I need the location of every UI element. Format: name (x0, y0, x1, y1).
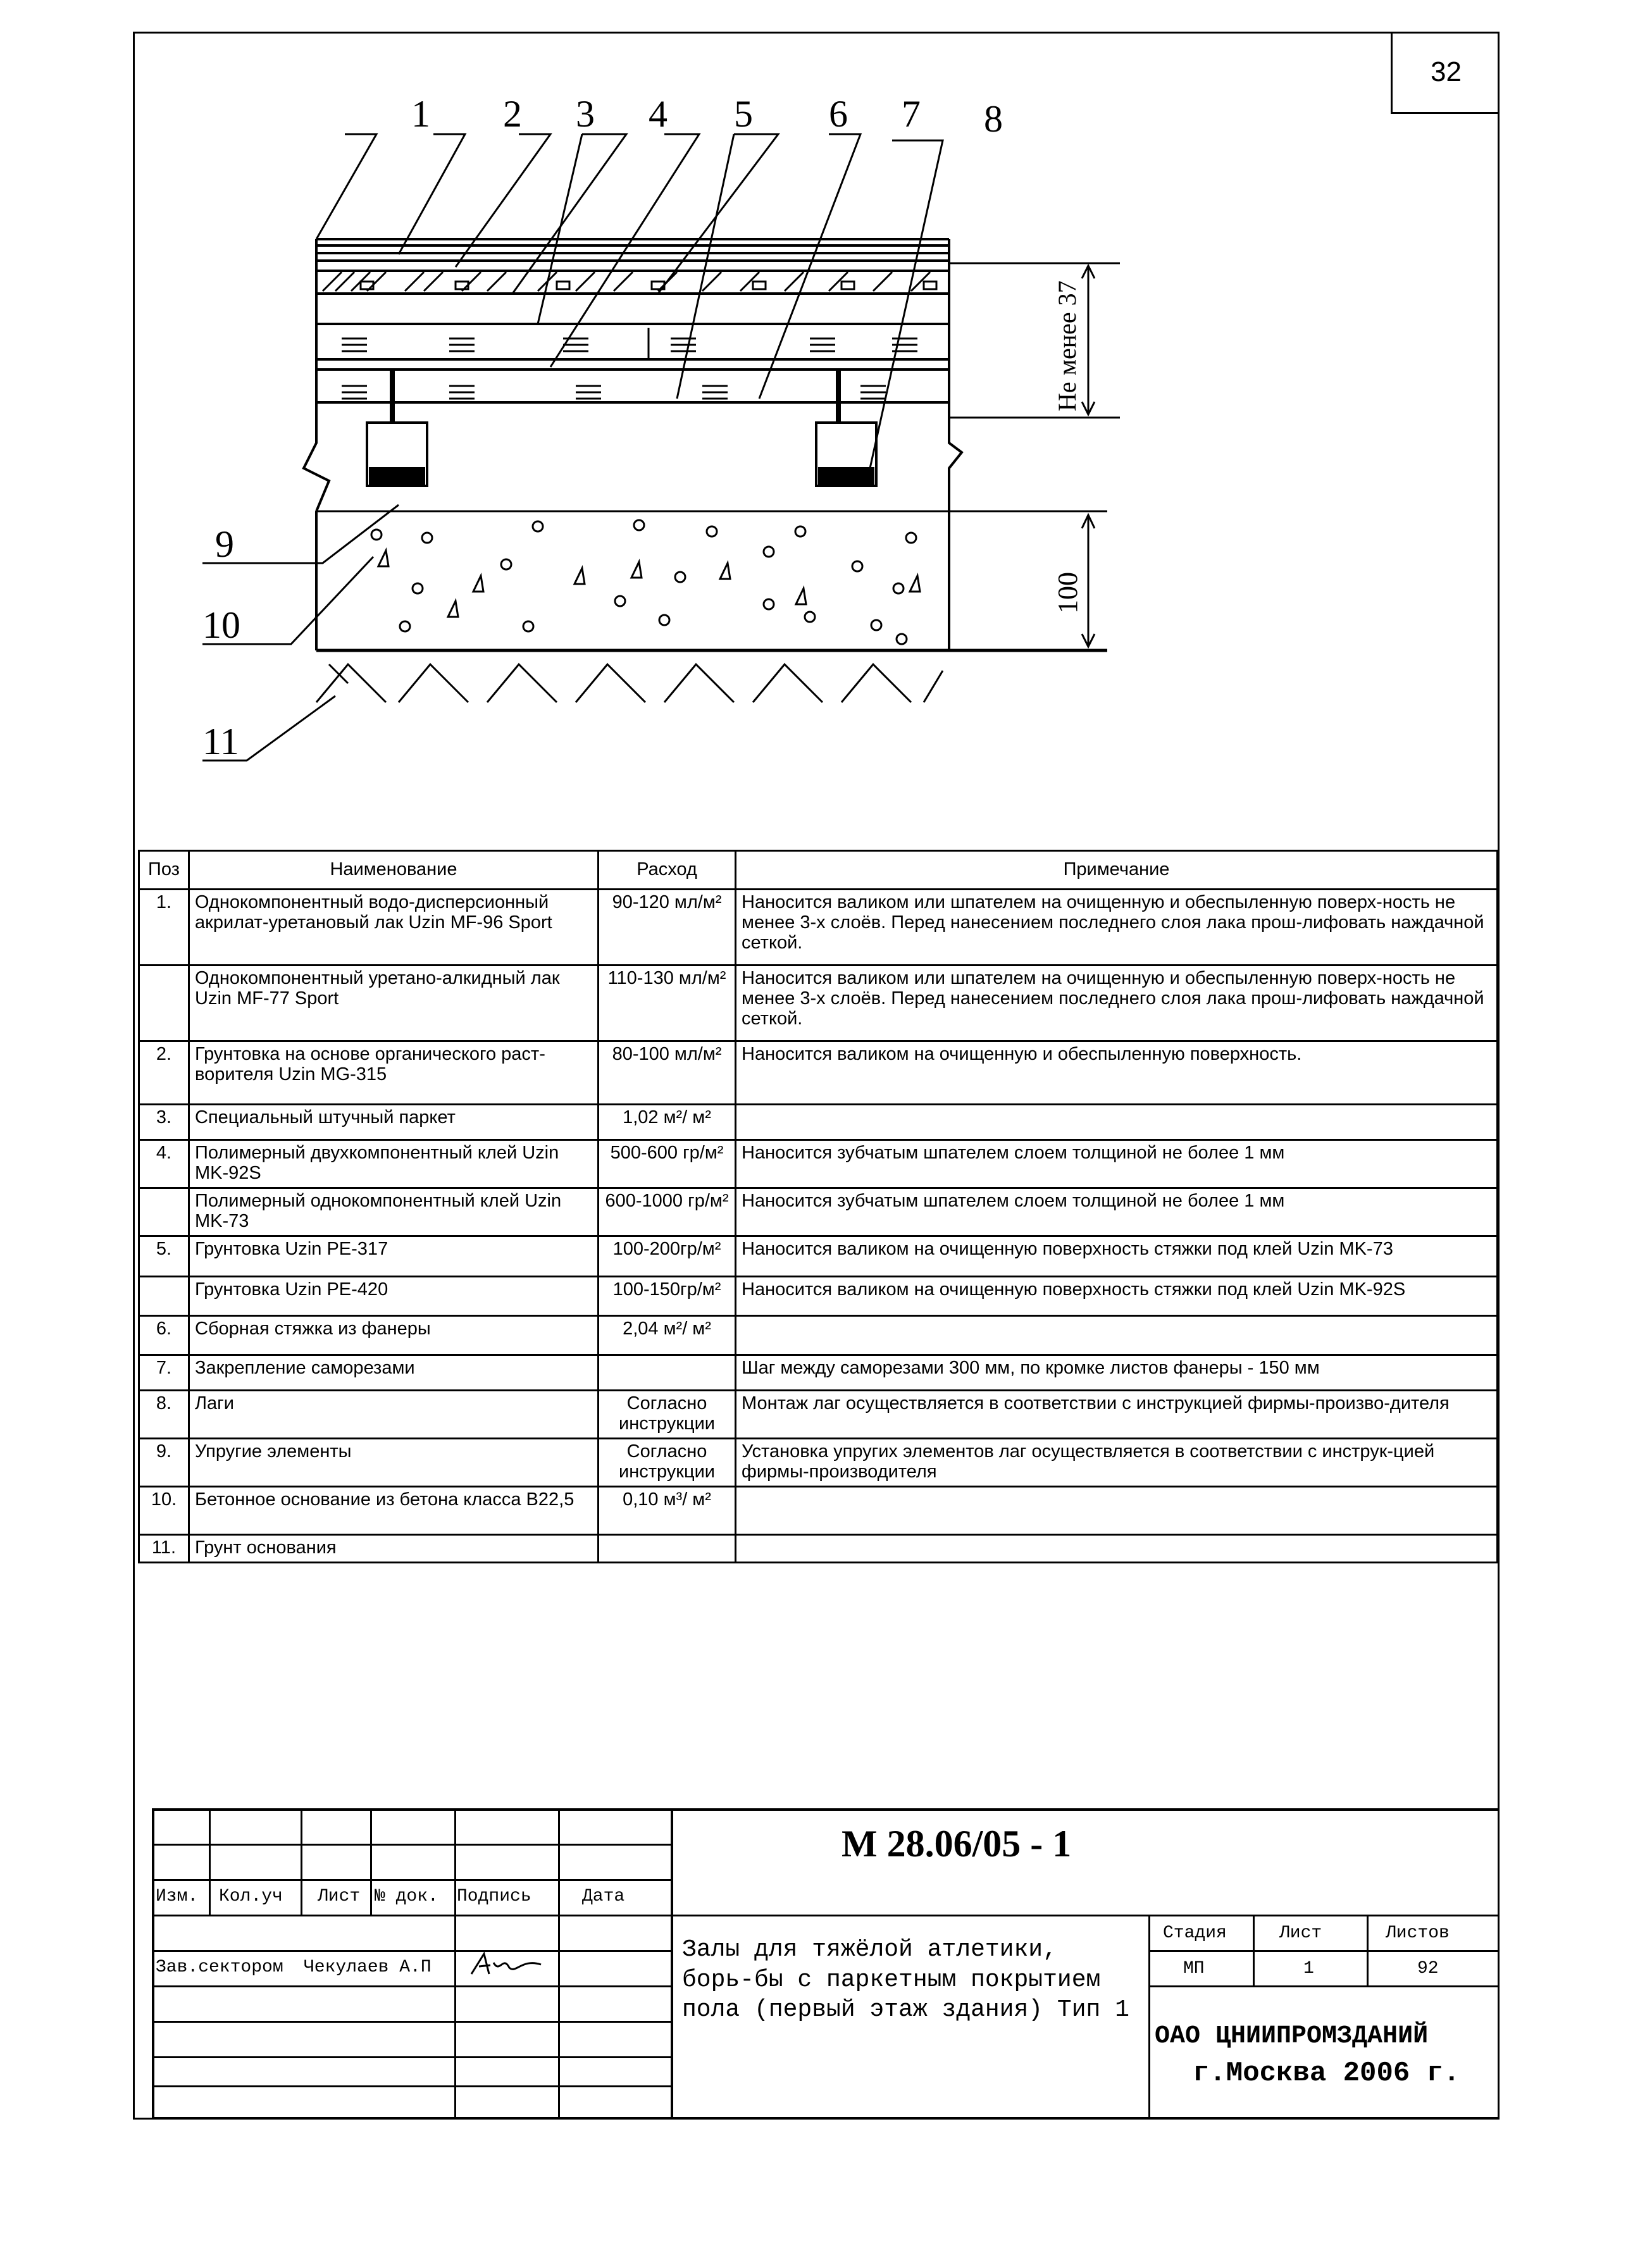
table-row: 6. Сборная стяжка из фанеры 2,04 м²/ м² (139, 1316, 1498, 1355)
header-rate: Расход (599, 851, 736, 890)
stamp-col-sign: Подпись (457, 1887, 531, 1906)
header-pos: Поз (139, 851, 189, 890)
page-number: 32 (1391, 32, 1500, 114)
sheets-label: Листов (1386, 1923, 1450, 1943)
stamp-role: Зав.сектором (156, 1958, 283, 1977)
callout-1: 1 (411, 93, 430, 135)
callout-9: 9 (215, 523, 234, 565)
header-name: Наименование (189, 851, 599, 890)
header-note: Примечание (736, 851, 1498, 890)
table-row: 7. Закрепление саморезами Шаг между саморезами 300 мм, по кромке листов фанеры - 150 мм (139, 1355, 1498, 1391)
stamp-col-date: Дата (582, 1887, 625, 1906)
table-row: 2. Грунтовка на основе органического раст-ворителя Uzin MG-315 80-100 мл/м² Наносится валиком на очищенную и обеспыленную поверхность. (139, 1041, 1498, 1105)
sheets-value: 92 (1417, 1959, 1439, 1978)
table-row: 10. Бетонное основание из бетона класса В22,5 0,10 м³/ м² (139, 1487, 1498, 1535)
callout-6: 6 (829, 93, 848, 135)
stage-label: Стадия (1163, 1923, 1227, 1943)
specification-table (138, 850, 1498, 1603)
stamp-person: Чекулаев А.П (304, 1958, 432, 1977)
stamp-col-kol: Кол.уч (219, 1887, 283, 1906)
callout-10: 10 (202, 604, 240, 646)
document-code: М 28.06/05 - 1 (842, 1823, 1072, 1865)
stamp-col-list: Лист (318, 1887, 361, 1906)
callout-4: 4 (649, 93, 668, 135)
callout-8: 8 (984, 98, 1003, 140)
signature (465, 1949, 547, 1980)
table-row: 5. Грунтовка Uzin PE-317 100-200гр/м² Наносится валиком на очищенную поверхность стяжки под клей Uzin MK-73 (139, 1236, 1498, 1277)
sheet-value: 1 (1303, 1959, 1314, 1978)
stamp-col-doc: № док. (375, 1887, 438, 1906)
organization-name: ОАО ЦНИИПРОМЗДАНИЙ (1155, 2022, 1429, 2051)
table-row: 9. Упругие элементы Согласно инструкции Установка упругих элементов лаг осуществляется в соответствии с инструк-цией фирмы-производителя (139, 1439, 1498, 1487)
stamp-col-izm: Изм. (156, 1887, 199, 1906)
floor-section-drawing (133, 32, 1158, 778)
city-year: г.Москва 2006 г. (1193, 2058, 1460, 2089)
table-row: 8. Лаги Согласно инструкции Монтаж лаг осуществляется в соответствии с инструкцией фирмы-произво-дителя (139, 1391, 1498, 1439)
callout-2: 2 (503, 93, 522, 135)
callout-3: 3 (576, 93, 595, 135)
dimension-label-top: Не менее 37 (1053, 280, 1081, 411)
table-row: 11. Грунт основания (139, 1535, 1498, 1563)
stage-value: МП (1183, 1959, 1205, 1978)
sheet-label: Лист (1279, 1923, 1322, 1943)
table-row: Полимерный однокомпонентный клей Uzin MK-73 600-1000 гр/м² Наносится зубчатым шпателем слоем толщиной не более 1 мм (139, 1188, 1498, 1236)
callout-5: 5 (734, 93, 753, 135)
table-row: 3. Специальный штучный паркет 1,02 м²/ м² (139, 1105, 1498, 1140)
table-row: Однокомпонентный уретано-алкидный лак Uzin MF-77 Sport 110-130 мл/м² Наносится валиком или шпателем на очищенную и обеспыленную поверх-ность не менее 3-х слоёв. Перед нанесением последнего слоя лака прош-лифовать наждачной сеткой. (139, 966, 1498, 1041)
table-row: Грунтовка Uzin PE-420 100-150гр/м² Наносится валиком на очищенную поверхность стяжки под клей Uzin MK-92S (139, 1277, 1498, 1316)
callout-7: 7 (902, 93, 921, 135)
document-title: Залы для тяжёлой атлетики, борь-бы с паркетным покрытием пола (первый этаж здания) Тип 1 (682, 1936, 1129, 2023)
table-row: 1. Однокомпонентный водо-дисперсионный акрилат-уретановый лак Uzin MF-96 Sport 90-120 мл/м² Наносится валиком или шпателем на очищенную и обеспыленную поверх-ность не менее 3-х слоёв. Перед нанесением последнего слоя лака прош-лифовать наждачной сеткой. (139, 890, 1498, 966)
dimension-label-bottom: 100 (1052, 572, 1083, 614)
callout-11: 11 (202, 721, 239, 762)
table-row: 4. Полимерный двухкомпонентный клей Uzin MK-92S 500-600 гр/м² Наносится зубчатым шпателем слоем толщиной не более 1 мм (139, 1140, 1498, 1188)
